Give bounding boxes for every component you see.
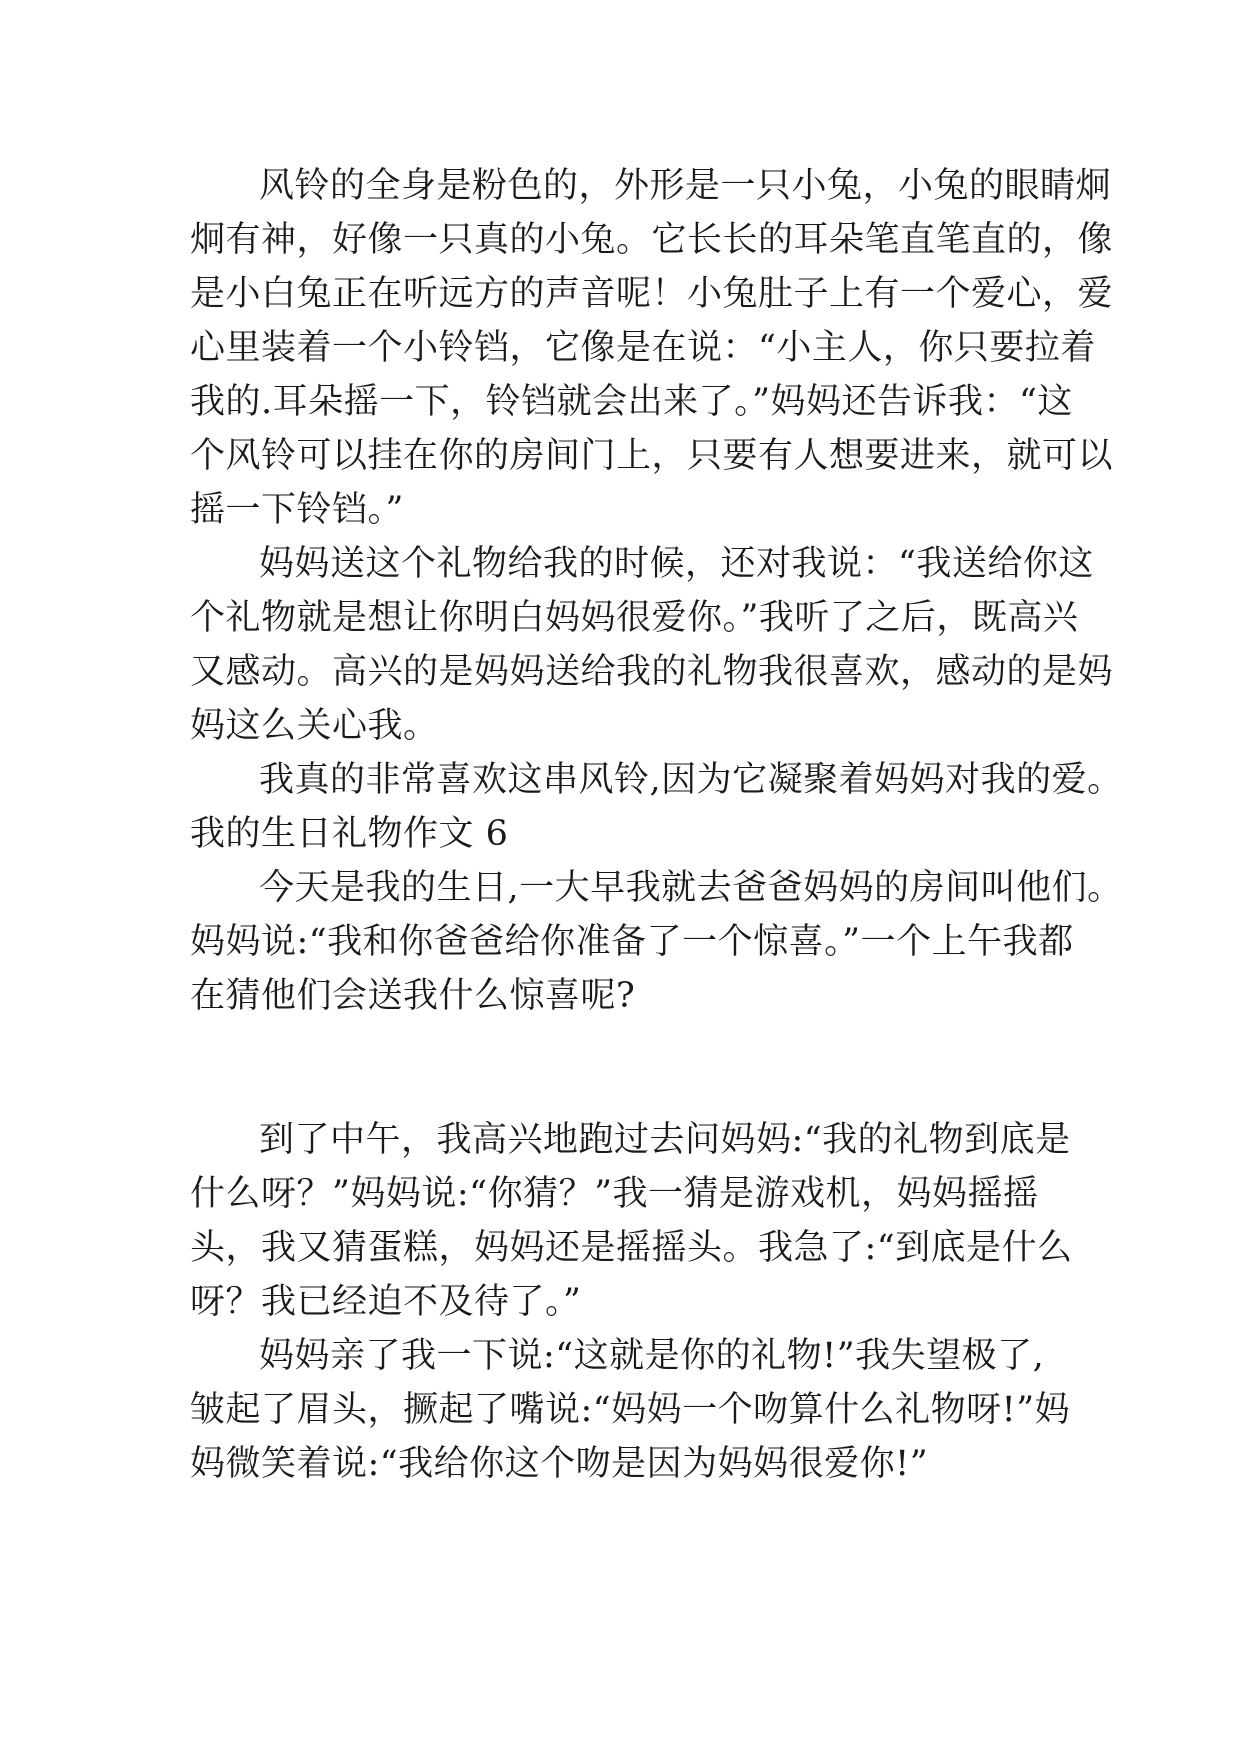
text-line: 我的.耳朵摇一下，铃铛就会出来了。”妈妈还告诉我：“这 — [190, 382, 1073, 422]
text-line: 到了中午，我高兴地跑过去问妈妈:“我的礼物到底是 — [259, 1120, 1071, 1160]
text-line: 摇一下铃铛。” — [190, 490, 404, 530]
text-line: 呀？我已经迫不及待了。” — [190, 1282, 582, 1322]
text-line: 头，我又猜蛋糕，妈妈还是摇摇头。我急了:“到底是什么 — [190, 1228, 1073, 1268]
text-line: 是小白兔正在听远方的声音呢！小兔肚子上有一个爱心，爱 — [190, 274, 1114, 314]
text-line: 个风铃可以挂在你的房间门上，只要有人想要进来，就可以 — [190, 436, 1114, 476]
text-line: 什么呀？”妈妈说:“你猜？”我一猜是游戏机，妈妈摇摇 — [190, 1174, 1039, 1214]
text-line: 又感动。高兴的是妈妈送给我的礼物我很喜欢，感动的是妈 — [190, 652, 1114, 692]
section-heading: 我的生日礼物作文 6 — [190, 814, 509, 854]
text-line: 在猜他们会送我什么惊喜呢? — [190, 976, 636, 1016]
text-line: 今天是我的生日,一大早我就去爸爸妈妈的房间叫他们。 — [259, 868, 1123, 908]
text-line: 妈妈说:“我和你爸爸给你准备了一个惊喜。”一个上午我都 — [190, 922, 1074, 962]
text-line: 风铃的全身是粉色的，外形是一只小兔，小兔的眼睛炯 — [259, 166, 1112, 206]
text-line: 妈微笑着说:“我给你这个吻是因为妈妈很爱你!” — [190, 1444, 929, 1484]
text-line: 妈妈亲了我一下说:“这就是你的礼物!”我失望极了, — [259, 1336, 1045, 1376]
text-line: 皱起了眉头，撅起了嘴说:“妈妈一个吻算什么礼物呀!”妈 — [190, 1390, 1071, 1430]
text-line: 炯有神，好像一只真的小兔。它长长的耳朵笔直笔直的，像 — [190, 220, 1114, 260]
text-line: 个礼物就是想让你明白妈妈很爱你。”我听了之后，既高兴 — [190, 598, 1079, 638]
text-line: 我真的非常喜欢这串风铃,因为它凝聚着妈妈对我的爱。 — [259, 760, 1123, 800]
text-line: 妈这么关心我。 — [190, 706, 439, 746]
text-line: 妈妈送这个礼物给我的时候，还对我说：“我送给你这 — [259, 544, 1094, 584]
text-line: 心里装着一个小铃铛，它像是在说：“小主人，你只要拉着 — [190, 328, 1096, 368]
